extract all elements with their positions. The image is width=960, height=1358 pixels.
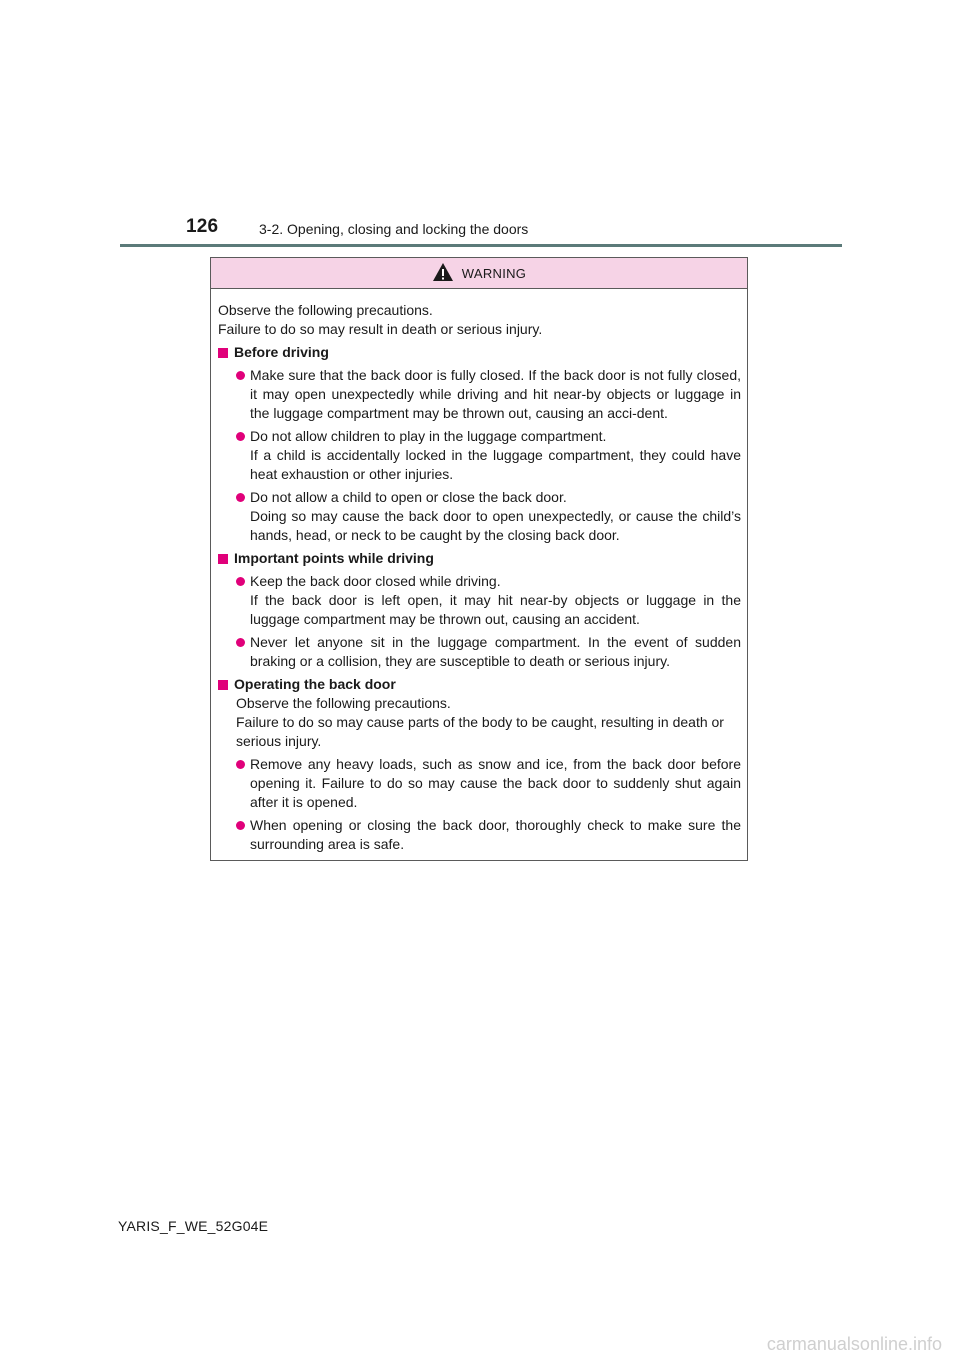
page-number: 126 <box>186 216 219 237</box>
list-item-text: Keep the back door closed while driving. <box>250 573 501 589</box>
list-item-text: Do not allow a child to open or close the back door. <box>250 489 567 505</box>
document-code: YARIS_F_WE_52G04E <box>118 1218 269 1234</box>
section-heading-label: Important points while driving <box>234 550 434 566</box>
intro-line: Observe the following precautions. <box>218 302 433 318</box>
list-item <box>236 488 741 545</box>
circle-bullet-icon <box>236 638 245 647</box>
warning-title: WARNING <box>461 265 527 281</box>
header-divider <box>120 244 842 247</box>
warning-triangle-icon <box>432 262 454 282</box>
section-heading-label: Before driving <box>234 344 329 360</box>
circle-bullet-icon <box>236 821 245 830</box>
circle-bullet-icon <box>236 760 245 769</box>
section-heading-label: Operating the back door <box>234 676 396 692</box>
section-text <box>236 694 741 751</box>
list-item <box>236 633 741 671</box>
warning-header <box>211 258 747 289</box>
square-bullet-icon <box>218 348 228 358</box>
circle-bullet-icon <box>236 577 245 586</box>
list-item <box>236 755 741 812</box>
section-text-line: Failure to do so may cause parts of the body to be caught, resulting in death or serious injury. <box>236 714 724 749</box>
circle-bullet-icon <box>236 432 245 441</box>
list-item-text: Make sure that the back door is fully closed. If the back door is not fully closed, it may open unexpectedly while driving and hit near-by objects or luggage in the luggage compartment may be thrown out, causing an acci-dent. <box>250 367 741 421</box>
list-item-text: Never let anyone sit in the luggage compartment. In the event of sudden braking or a collision, they are susceptible to death or serious injury. <box>250 634 741 669</box>
section-heading <box>218 343 741 362</box>
section-before-driving <box>218 343 741 545</box>
list-item <box>236 816 741 854</box>
list-item-text: Remove any heavy loads, such as snow and ice, from the back door before opening it. Failure to do so may cause the back door to suddenly shut again after it is opened. <box>250 756 741 810</box>
circle-bullet-icon <box>236 493 245 502</box>
square-bullet-icon <box>218 554 228 564</box>
list-item-text: If a child is accidentally locked in the luggage compartment, they could have heat exhaustion or other injuries. <box>250 447 741 482</box>
square-bullet-icon <box>218 680 228 690</box>
list-item-text: When opening or closing the back door, thoroughly check to make sure the surrounding area is safe. <box>250 817 741 852</box>
list-item-text: Doing so may cause the back door to open unexpectedly, or cause the child’s hands, head, or neck to be caught by the closing back door. <box>250 508 741 543</box>
list-item-text: If the back door is left open, it may hit near-by objects or luggage in the luggage compartment may be thrown out, causing an accident. <box>250 592 741 627</box>
list-item-text: Do not allow children to play in the luggage compartment. <box>250 428 607 444</box>
circle-bullet-icon <box>236 371 245 380</box>
section-important-points <box>218 549 741 671</box>
section-operating-back-door <box>218 675 741 854</box>
list-item <box>236 427 741 484</box>
warning-intro <box>218 301 741 339</box>
section-text-line: Observe the following precautions. <box>236 695 451 711</box>
intro-line: Failure to do so may result in death or serious injury. <box>218 321 543 337</box>
section-title: 3-2. Opening, closing and locking the doors <box>259 221 529 237</box>
list-item <box>236 366 741 423</box>
warning-body <box>211 289 747 854</box>
section-heading <box>218 549 741 568</box>
list-item <box>236 572 741 629</box>
watermark: carmanualsonline.info <box>766 1334 942 1354</box>
warning-box <box>210 257 748 861</box>
section-heading <box>218 675 741 694</box>
